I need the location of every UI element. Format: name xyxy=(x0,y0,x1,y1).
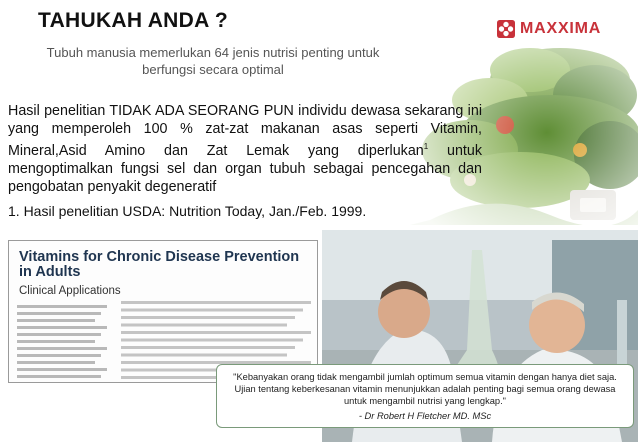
subtitle-line-2: berfungsi secara optimal xyxy=(142,62,284,77)
article-text-line xyxy=(121,331,311,334)
article-text-line xyxy=(121,339,303,342)
article-text-line xyxy=(17,347,107,350)
paragraph-part-1: Hasil penelitian TIDAK ADA SEORANG PUN individu dewasa sekarang ini yang memperoleh 100 % zat-zat makanan asas seperti Vitamin, Mineral,Asid Amino dan Zat Lemak yang diperlukan xyxy=(8,103,482,159)
article-text-line xyxy=(121,346,295,349)
article-text-line xyxy=(17,368,107,371)
subtitle-line-1: Tubuh manusia memerlukan 64 jenis nutrisi penting untuk xyxy=(46,45,380,60)
article-text-line xyxy=(17,312,101,315)
citation: 1. Hasil penelitian USDA: Nutrition Today, Jan./Feb. 1999. xyxy=(8,203,367,219)
article-text-line xyxy=(121,324,287,327)
page-title: TAHUKAH ANDA ? xyxy=(38,9,229,32)
article-text-line xyxy=(17,354,101,357)
article-text-line xyxy=(121,309,303,312)
brand-logo xyxy=(497,20,601,38)
research-paragraph xyxy=(8,102,482,196)
quote-box xyxy=(216,364,634,428)
article-text-line xyxy=(17,333,101,336)
article-text-line xyxy=(121,354,287,357)
article-title-line-1: Vitamins for Chronic Disease Prevention xyxy=(19,249,300,265)
article-text-line xyxy=(17,340,95,343)
logo-wordmark: MAXXIMA xyxy=(520,20,602,37)
paragraph-part-2: untuk mengoptimalkan fungsi sel dan organ tubuh sebagai pencegahan dan pengobatan penyakit degeneratif xyxy=(8,142,483,195)
article-subtitle: Clinical Applications xyxy=(19,285,121,297)
article-text-line xyxy=(121,316,295,319)
article-title xyxy=(19,250,299,280)
flower-logo-icon xyxy=(497,20,515,38)
article-text-line xyxy=(17,319,95,322)
article-title-line-2: in Adults xyxy=(19,264,81,280)
quote-text: "Kebanyakan orang tidak mengambil jumlah optimum semua vitamin dengan hanya diet saja. Ujian tentang keberkesanan vitamin menunjukkan adalah penting bagi semua orang dewasa untuk mengambil nutrisi yang lengkap." xyxy=(233,372,617,406)
page-subtitle xyxy=(8,44,418,78)
article-text-line xyxy=(121,301,311,304)
footnote-marker: 1 xyxy=(423,142,429,151)
article-text-line xyxy=(17,305,107,308)
article-text-line xyxy=(17,375,101,378)
journal-article-image xyxy=(8,240,318,383)
quote-author: - Dr Robert H Fletcher MD. MSc xyxy=(358,411,492,421)
article-text-line xyxy=(17,326,107,329)
article-text-line xyxy=(17,361,95,364)
